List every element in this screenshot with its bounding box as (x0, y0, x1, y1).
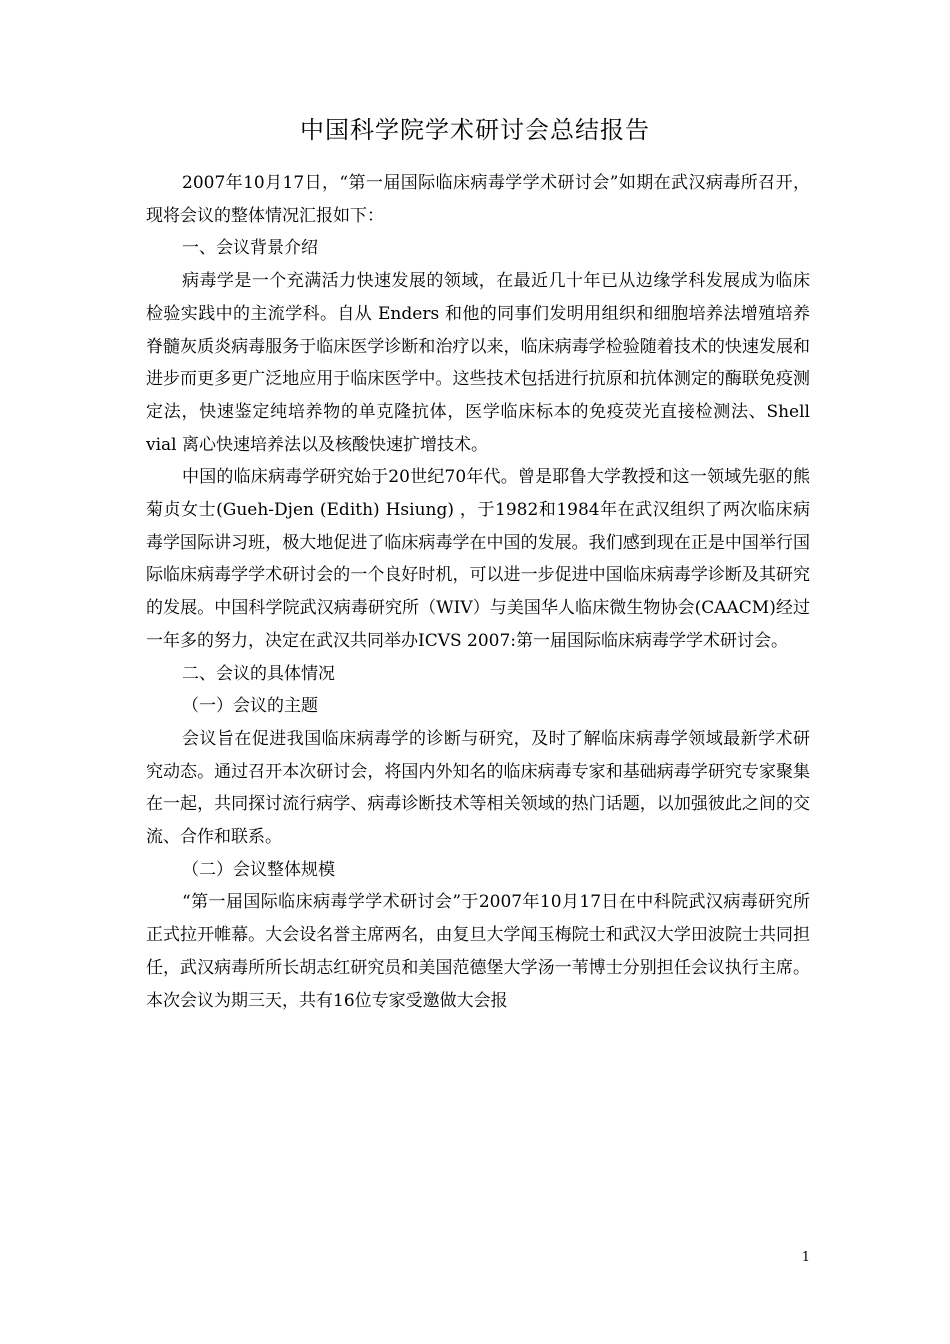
page-number: 1 (801, 1250, 810, 1265)
section-1-paragraph-2: 中国的临床病毒学研究始于20世纪70年代。曾是耶鲁大学教授和这一领域先驱的熊菊贞女士(Gueh-Djen (Edith) Hsiung) ，于1982和1984年在武汉组织了两次临床病毒学国际讲习班，极大地促进了临床病毒学在中国的发展。我们感到现在正是中国举行国际临床病毒学学术研讨会的一个良好时机，可以进一步促进中国临床病毒学诊断及其研究的发展。中国科学院武汉病毒研究所（WIV）与美国华人临床微生物协会(CAACM)经过一年多的努力，决定在武汉共同举办ICVS 2007:第一届国际临床病毒学学术研讨会。 (146, 467, 810, 651)
page-title: 中国科学院学术研讨会总结报告 (300, 116, 650, 144)
section-2-subheading-2: （二）会议整体规模 (182, 859, 335, 880)
document-body (146, 167, 810, 1017)
intro-paragraph: 2007年10月17日，“第一届国际临床病毒学学术研讨会”如期在武汉病毒所召开，现将会议的整体情况汇报如下： (146, 173, 810, 226)
section-1-paragraph-1: 病毒学是一个充满活力快速发展的领域，在最近几十年已从边缘学科发展成为临床检验实践中的主流学科。自从 Enders 和他的同事们发明用组织和细胞培养法增殖培养脊髓灰质炎病毒服务于临床医学诊断和治疗以来，临床病毒学检验随着技术的快速发展和进步而更多更广泛地应用于临床医学中。这些技术包括进行抗原和抗体测定的酶联免疫测定法，快速鉴定纯培养物的单克隆抗体，医学临床标本的免疫荧光直接检测法、Shell vial 离心快速培养法以及核酸快速扩增技术。 (146, 271, 810, 455)
section-1-heading: 一、会议背景介绍 (182, 238, 318, 259)
section-2-paragraph-2: “第一届国际临床病毒学学术研讨会”于2007年10月17日在中科院武汉病毒研究所正式拉开帷幕。大会设名誉主席两名，由复旦大学闻玉梅院士和武汉大学田波院士共同担任，武汉病毒所所长胡志红研究员和美国范德堡大学汤一苇博士分别担任会议执行主席。本次会议为期三天，共有16位专家受邀做大会报 (146, 892, 810, 1011)
section-2-subheading-1: （一）会议的主题 (182, 696, 318, 717)
section-2-heading: 二、会议的具体情况 (182, 663, 335, 684)
section-2-paragraph-1: 会议旨在促进我国临床病毒学的诊断与研究，及时了解临床病毒学领域最新学术研究动态。通过召开本次研讨会，将国内外知名的临床病毒专家和基础病毒学研究专家聚集在一起，共同探讨流行病学、病毒诊断技术等相关领域的热门话题，以加强彼此之间的交流、合作和联系。 (146, 728, 810, 848)
